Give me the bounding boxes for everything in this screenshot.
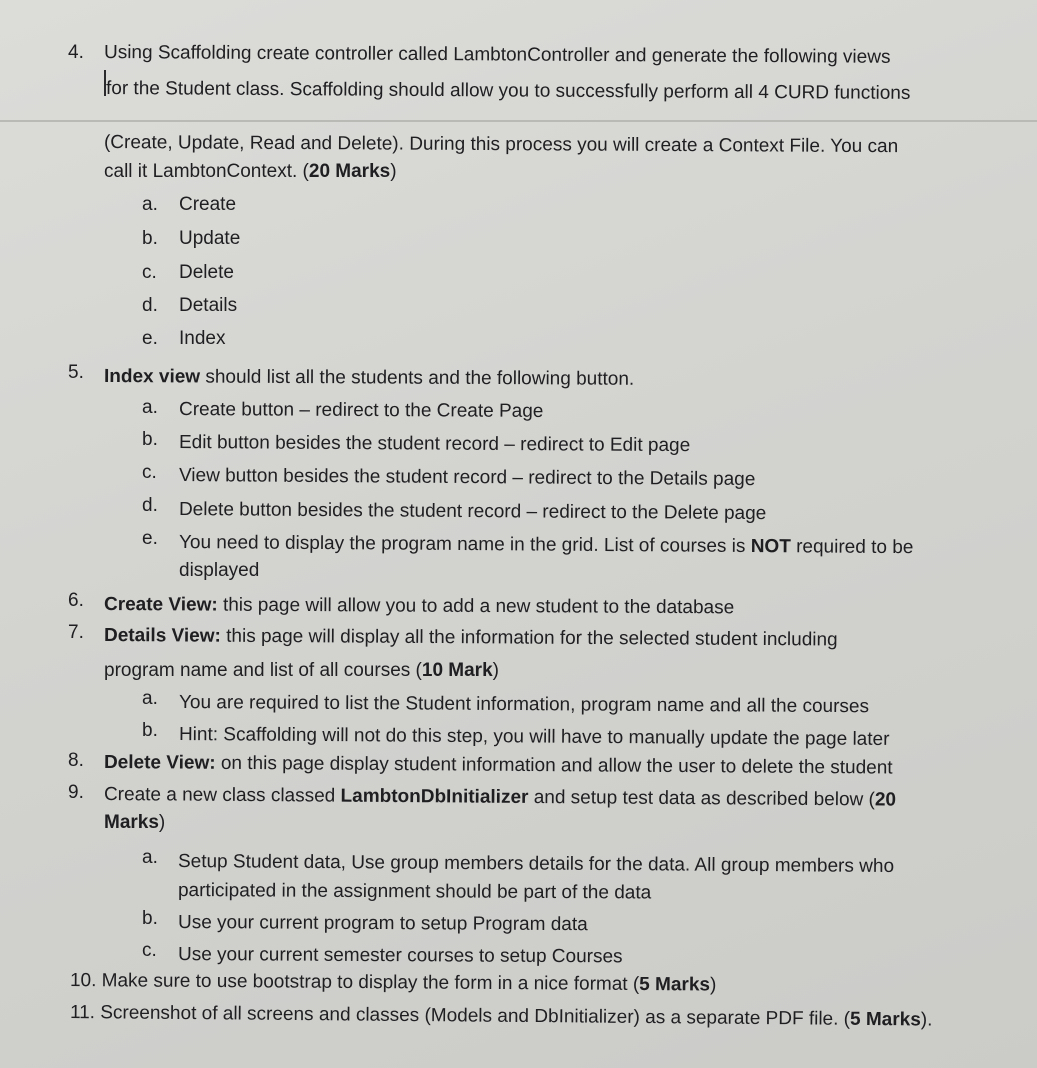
item-5c-text: View button besides the student record – redirect to the Details page: [178, 465, 756, 491]
item-4-line-2: for the Student class. Scaffolding should allow you to successfully perform all 4 CURD functions: [105, 78, 911, 104]
item-5a-text: Create button – redirect to the Create Page: [178, 399, 544, 422]
item-5b-text: Edit button besides the student record – redirect to Edit page: [178, 432, 691, 457]
item-9-text-line-2: Marks): [104, 812, 166, 833]
item-9a-letter: a.: [142, 847, 158, 868]
item-4e-letter: e.: [142, 328, 158, 349]
item-5c-letter: c.: [142, 462, 157, 483]
item-5a-letter: a.: [142, 397, 158, 418]
item-4-number: 4.: [68, 42, 84, 63]
page-divider: [0, 120, 1037, 122]
item-4d-text: Details: [179, 295, 238, 316]
item-4a-letter: a.: [142, 194, 158, 215]
item-4c-letter: c.: [142, 262, 157, 283]
item-11-text: 11. Screenshot of all screens and classes (Models and DbInitializer) as a separate PDF file. (5 Marks).: [69, 1002, 933, 1031]
item-4b-text: Update: [179, 228, 241, 249]
item-5e-text: You need to display the program name in the grid. List of courses is NOT required to be: [178, 532, 914, 559]
item-5e-letter: e.: [142, 528, 158, 549]
item-10-text: 10. Make sure to use bootstrap to display the form in a nice format (5 Marks): [69, 970, 717, 996]
item-5-number: 5.: [68, 362, 84, 383]
item-5d-text: Delete button besides the student record – redirect to the Delete page: [178, 499, 767, 525]
item-7-text: Details View: this page will display all the information for the selected student including: [103, 625, 838, 651]
item-5d-letter: d.: [142, 495, 158, 516]
item-7b-letter: b.: [142, 720, 158, 741]
item-4-line-3: (Create, Update, Read and Delete). During this process you will create a Context File. You can: [103, 132, 899, 158]
item-7b-text: Hint: Scaffolding will not do this step, you will have to manually update the page later: [178, 724, 890, 750]
item-8-number: 8.: [68, 750, 84, 771]
item-5e-text-line-2: displayed: [179, 560, 260, 581]
item-6-number: 6.: [68, 590, 84, 611]
item-9-text: Create a new class classed LambtonDbInitializer and setup test data as described below (20: [103, 784, 897, 811]
item-4-line-1: Using Scaffolding create controller called LambtonController and generate the following views: [103, 42, 891, 68]
item-4-line-4: call it LambtonContext. (20 Marks): [104, 161, 397, 182]
item-9c-text: Use your current semester courses to setup Courses: [177, 944, 623, 968]
item-9a-text: Setup Student data, Use group members details for the data. All group members who: [177, 851, 895, 877]
item-5-text: Index view should list all the students and the following button.: [103, 366, 635, 390]
item-7a-text: You are required to list the Student information, program name and all the courses: [178, 692, 870, 718]
item-9b-letter: b.: [142, 908, 158, 929]
item-9c-letter: c.: [142, 940, 157, 961]
item-4d-letter: d.: [142, 295, 158, 316]
item-7a-letter: a.: [142, 688, 158, 709]
item-9a-text-line-2: participated in the assignment should be part of the data: [177, 880, 652, 904]
item-4c-text: Delete: [179, 262, 234, 283]
item-5b-letter: b.: [142, 429, 158, 450]
item-9b-text: Use your current program to setup Program data: [177, 912, 588, 936]
item-7-text-line-2: program name and list of all courses (10 Mark): [104, 660, 499, 681]
item-4a-text: Create: [179, 194, 237, 215]
item-6-text: Create View: this page will allow you to add a new student to the database: [103, 594, 735, 619]
item-7-number: 7.: [68, 622, 84, 643]
item-8-text: Delete View: on this page display student information and allow the user to delete the student: [103, 752, 893, 779]
item-4b-letter: b.: [142, 228, 158, 249]
item-9-number: 9.: [68, 782, 84, 803]
item-4e-text: Index: [179, 328, 226, 349]
